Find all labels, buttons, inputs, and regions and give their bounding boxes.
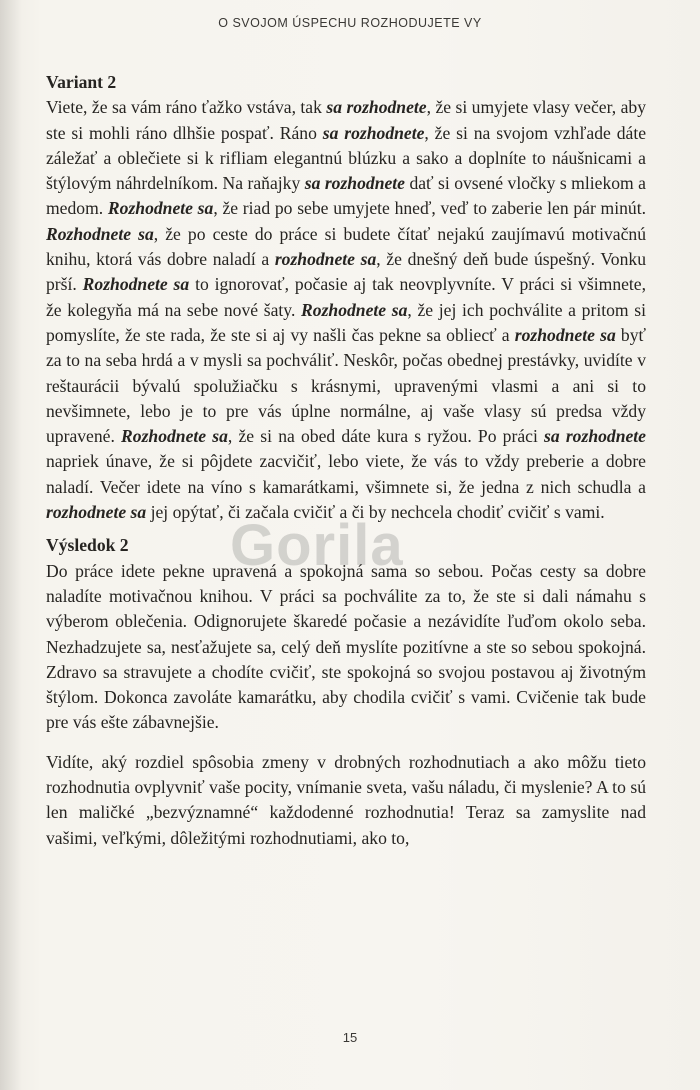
emphasis-phrase: Rozhodnete sa	[301, 299, 408, 320]
watermark-logo: Gorila	[230, 513, 404, 578]
result-heading: Výsledok 2	[46, 535, 129, 556]
page-content	[46, 70, 646, 851]
emphasis-phrase: Rozhodnete sa	[107, 198, 214, 219]
result-paragraph: Do práce idete pekne upravená a spokojná sama so sebou. Počas cesty sa dobre naladíte motivačnou knihou. V práci sa pochválite za to, že ste si dali námahu s výberom oblečenia. Odignorujete škaredé počasie a nezávidíte ľuďom okolo seba. Nezhadzujete sa, nesťažujete sa, celý deň myslíte pozitívne a ste so sebou spokojná. Zdravo sa stravujete a chodíte cvičiť, ste spokojná so svojou postavou aj životným štýlom. Dokonca zavoláte kamarátku, aby chodila cvičiť s vami. Cvičenie tak bude pre vás ešte zábavnejšie.	[46, 560, 646, 733]
closing-paragraph: Vidíte, aký rozdiel spôsobia zmeny v drobných rozhodnutiach a ako môžu tieto rozhodnutia ovplyvniť vaše pocity, vnímanie sveta, vašu náladu, či myslenie? A to sú len maličké „bezvýznamné“ každodenné rozhodnutia! Teraz sa zamyslite nad vašimi, veľkými, dôležitými rozhodnutiami, ako to,	[46, 751, 646, 848]
text-run: , že riad po sebe umyjete hneď, veď to zaberie len pár minút.	[213, 198, 646, 219]
variant-paragraph	[46, 95, 646, 525]
emphasis-phrase: Rozhodnete sa	[46, 223, 154, 244]
text-run: , že jej ich pochválite a pritom si pomyslíte, že ste rada, že ste si aj vy našli čas pekne sa obliecť a	[46, 299, 646, 345]
text-run: dať si ovsené vločky s mliekom a medom.	[46, 173, 646, 219]
running-title: O SVOJOM ÚSPECHU ROZHODUJETE VY	[218, 16, 482, 30]
text-run: Viete, že sa vám ráno ťažko vstáva, tak	[46, 97, 327, 118]
text-run: byť za to na seba hrdá a v mysli sa pochváliť. Neskôr, počas obednej prestávky, uvidíte v reštaurácii bývalú spolužiačku s krásnymi, upravenými vlasmi a ani si to nevšimnete, lebo je to pre vás úplne normálne, aj vaše vlasy sú predsa vždy upravené.	[46, 324, 647, 447]
emphasis-phrase: rozhodnete sa	[46, 502, 147, 523]
emphasis-phrase: sa rozhodnete	[326, 97, 427, 118]
emphasis-phrase: sa rozhodnete	[544, 426, 646, 447]
emphasis-phrase: sa rozhodnete	[304, 173, 405, 194]
emphasis-phrase: rozhodnete sa	[274, 249, 377, 270]
text-run: , že dnešný deň bude úspešný. Vonku prší.	[46, 249, 646, 295]
text-run: , že si umyjete vlasy večer, aby ste si mohli ráno dlhšie pospať. Ráno	[46, 97, 646, 143]
text-run: napriek únave, že si pôjdete zacvičiť, lebo viete, že vás to vždy preberie a dobre naladí. Večer idete na víno s kamarátkami, všimnete si, že jedna z nich schudla a	[46, 451, 646, 497]
variant-heading: Variant 2	[46, 72, 117, 92]
spine-shadow	[0, 0, 22, 1090]
emphasis-phrase: rozhodnete sa	[514, 324, 616, 345]
emphasis-phrase: Rozhodnete sa	[121, 426, 228, 447]
emphasis-phrase: Rozhodnete sa	[82, 274, 190, 295]
text-run: , že si na svojom vzhľade dáte záležať a oblečiete si k rifliam elegantnú blúzku a sako a doplníte to náušnicami a štýlovým náhrdelníkom. Na raňajky	[46, 122, 647, 194]
text-run: to ignorovať, počasie aj tak neovplyvníte. V práci si všimnete, že kolegyňa má na sebe nové šaty.	[46, 274, 647, 320]
text-run: , že po ceste do práce si budete čítať nejakú zaujímavú motivačnú knihu, ktorá vás dobre naladí a	[46, 223, 646, 270]
emphasis-phrase: sa rozhodnete	[322, 122, 425, 143]
text-run: , že si na obed dáte kura s ryžou. Po práci	[227, 426, 545, 447]
page-number: 15	[342, 1030, 358, 1045]
text-run: jej opýtať, či začala cvičiť a či by nechcela chodiť cvičiť s vami.	[146, 502, 605, 523]
